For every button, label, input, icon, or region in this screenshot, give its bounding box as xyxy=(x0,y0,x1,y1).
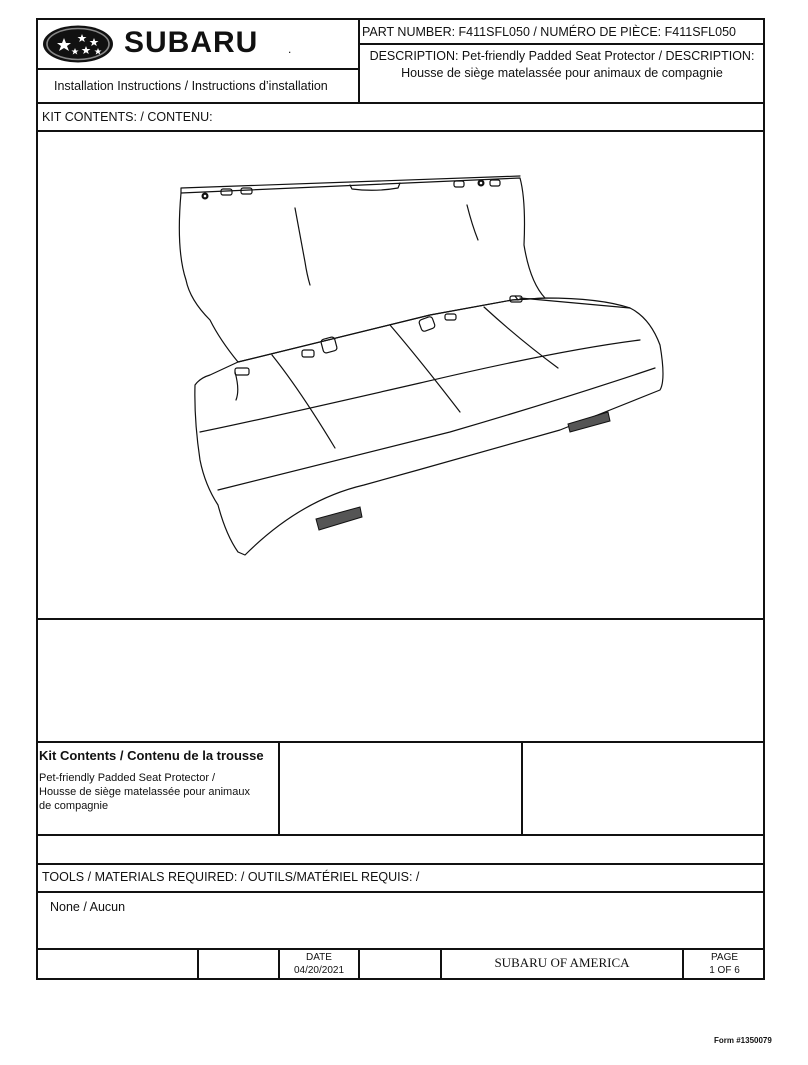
tools-heading-rule xyxy=(36,891,765,893)
company-name: SUBARU OF AMERICA xyxy=(494,955,630,970)
footer-top-rule xyxy=(36,948,765,950)
figure-bottom-rule xyxy=(36,618,765,620)
install-title: Installation Instructions / Instructions d’installation xyxy=(54,79,328,93)
kit-table-bottom-rule xyxy=(36,834,765,836)
tools-top-rule xyxy=(36,863,765,865)
date-label: DATE xyxy=(306,952,332,963)
page-label: PAGE xyxy=(710,952,739,963)
kit-table-title: Kit Contents / Contenu de la trousse xyxy=(39,748,264,763)
subaru-emblem-icon xyxy=(42,24,114,64)
kit-item-line-1: Pet-friendly Padded Seat Protector / xyxy=(39,772,216,784)
kit-table-divider-2 xyxy=(521,741,523,836)
brand-wordmark: SUBARU xyxy=(124,26,259,59)
footer-divider-3 xyxy=(358,948,360,980)
part-number: PART NUMBER: F411SFL050 / NUMÉRO DE PIÈCE: F411SFL050 xyxy=(362,25,736,39)
tools-value: None / Aucun xyxy=(50,900,126,914)
header-bottom-rule xyxy=(36,102,765,104)
header-divider-left xyxy=(36,68,358,70)
kit-item-line-2: Housse de siège matelassée pour animaux xyxy=(39,786,250,798)
kit-table-divider-1 xyxy=(278,741,280,836)
subaru-logo xyxy=(42,24,312,66)
footer-divider-1 xyxy=(197,948,199,980)
kit-item-line-3: de compagnie xyxy=(39,800,109,812)
brand-trademark: . xyxy=(288,42,292,56)
header-divider-right xyxy=(358,43,765,45)
date-value: 04/20/2021 xyxy=(293,965,345,976)
form-number: Form #1350079 xyxy=(714,1036,772,1045)
page-value: 1 OF 6 xyxy=(709,965,740,976)
header-divider-vertical xyxy=(358,18,360,104)
seat-protector-illustration xyxy=(36,131,765,619)
kit-table-top-rule xyxy=(36,741,765,743)
part-description: DESCRIPTION: Pet-friendly Padded Seat Protector / DESCRIPTION: Housse de siège matelassée pour animaux de compagnie xyxy=(369,49,755,80)
kit-contents-heading: KIT CONTENTS: / CONTENU: xyxy=(42,110,213,124)
tools-heading: TOOLS / MATERIALS REQUIRED: / OUTILS/MATÉRIEL REQUIS: / xyxy=(42,870,420,884)
